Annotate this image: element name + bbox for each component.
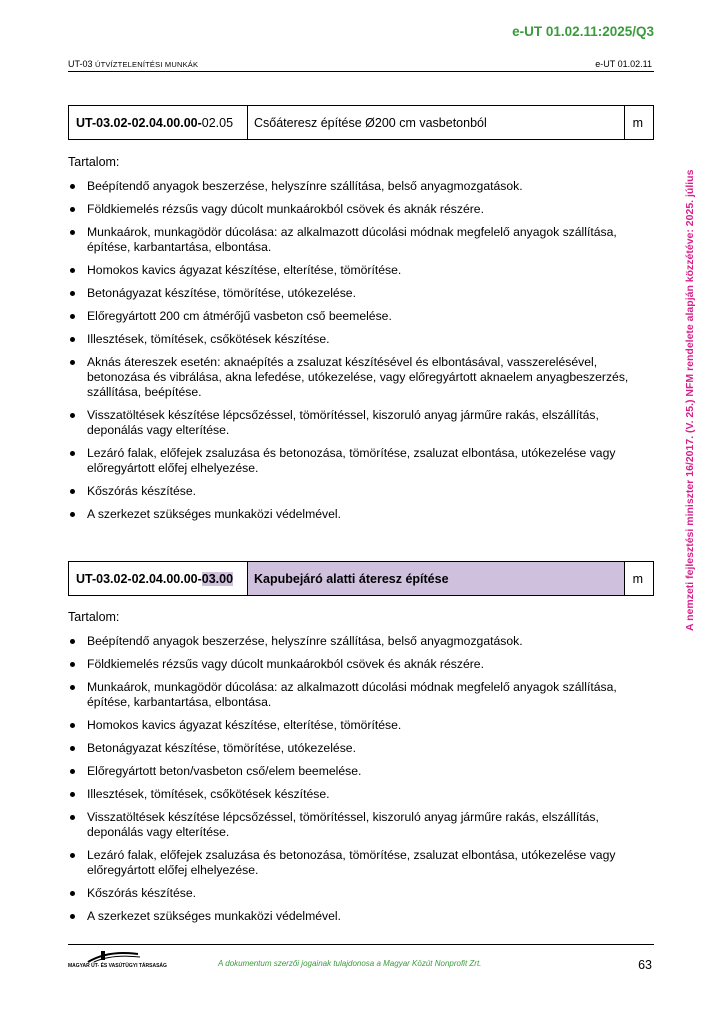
list-item: Illesztések, tömítések, csőkötések készítése.: [68, 787, 654, 802]
copyright-notice: A dokumentum szerzői jogainak tulajdonosa a Magyar Közút Nonprofit Zrt.: [218, 959, 482, 968]
item-title: Csőáteresz építése Ø200 cm vasbetonból: [248, 106, 625, 140]
list-item: Homokos kavics ágyazat készítése, elterítése, tömörítése.: [68, 718, 654, 733]
society-logo: [68, 950, 168, 970]
item-unit: m: [624, 106, 653, 140]
list-item: Előregyártott 200 cm átmérőjű vasbeton cső beemelése.: [68, 309, 654, 324]
list-item: A szerkezet szükséges munkaközi védelmével.: [68, 909, 654, 924]
item-header-row: [69, 106, 654, 140]
document-code: e-UT 01.02.11:2025/Q3: [512, 24, 654, 39]
item-code: [69, 562, 248, 596]
list-item: Visszatöltések készítése lépcsőzéssel, tömörítéssel, kiszoruló anyag járműre rakás, elszállítás, deponálás vagy elterítése.: [68, 408, 654, 438]
item-header-table-2: [68, 561, 654, 596]
publication-note: A nemzeti fejlesztési miniszter 16/2017. (V. 25.) NFM rendelete alapján közzétéve: 2025. július: [684, 169, 696, 631]
item-code: [69, 106, 248, 140]
item-code-suffix: 03.00: [201, 571, 234, 586]
item-header-row: [69, 562, 654, 596]
list-item: Munkaárok, munkagödör dúcolása: az alkalmazott dúcolási módnak megfelelő anyagok szállítása, építése, karbantartása, elbontása.: [68, 680, 654, 710]
list-item: Homokos kavics ágyazat készítése, elterítése, tömörítése.: [68, 263, 654, 278]
list-item: Földkiemelés rézsűs vagy dúcolt munkaárokból csövek és aknák részére.: [68, 657, 654, 672]
list-item: Előregyártott beton/vasbeton cső/elem beemelése.: [68, 764, 654, 779]
item-header-table-1: [68, 105, 654, 140]
road-logo-icon: [68, 950, 168, 964]
list-item: Beépítendő anyagok beszerzése, helyszínre szállítása, belső anyagmozgatások.: [68, 634, 654, 649]
logo-text: MAGYAR ÚT- ÉS VASÚTÜGYI TÁRSASÁG: [68, 963, 167, 969]
list-item: Beépítendő anyagok beszerzése, helyszínre szállítása, belső anyagmozgatások.: [68, 179, 654, 194]
chapter-header: [68, 59, 198, 69]
chapter-prefix: UT-03: [68, 59, 96, 69]
item-unit: m: [624, 562, 653, 596]
list-item: Földkiemelés rézsűs vagy dúcolt munkaárokból csövek és aknák részére.: [68, 202, 654, 217]
header-divider: [68, 71, 654, 72]
chapter-name: ÚTVÍZTELENÍTÉSI MUNKÁK: [95, 60, 199, 69]
content-label-1: Tartalom:: [68, 155, 120, 169]
list-item: Illesztések, tömítések, csőkötések készítése.: [68, 332, 654, 347]
item-code-suffix: 02.05: [201, 115, 234, 130]
list-item: Kőszórás készítése.: [68, 484, 654, 499]
list-item: Betonágyazat készítése, tömörítése, utókezelése.: [68, 741, 654, 756]
list-item: Lezáró falak, előfejek zsaluzása és betonozása, tömörítése, zsaluzat elbontása, utókezelése vagy előregyártott előfej elhelyezése.: [68, 848, 654, 878]
footer-divider: [68, 944, 654, 945]
document-ref: e-UT 01.02.11: [595, 59, 652, 69]
item-code-main: UT-03.02-02.04.00.00-: [76, 115, 202, 130]
item-code-main: UT-03.02-02.04.00.00-: [76, 571, 202, 586]
list-item: Kőszórás készítése.: [68, 886, 654, 901]
content-list-1: [68, 179, 654, 530]
content-label-2: Tartalom:: [68, 610, 120, 624]
list-item: Betonágyazat készítése, tömörítése, utókezelése.: [68, 286, 654, 301]
list-item: Munkaárok, munkagödör dúcolása: az alkalmazott dúcolási módnak megfelelő anyagok szállítása, építése, karbantartása, elbontása.: [68, 225, 654, 255]
page-number: 63: [638, 958, 652, 972]
list-item: Aknás átereszek esetén: aknaépítés a zsaluzat készítésével és elbontásával, vasszerelésével, betonozása és vibrálása, akna lefedése, utókezelése, vagy előregyártott aknaelem anyagbeszerzés, szállítása, beépítése.: [68, 355, 654, 400]
content-list-2: [68, 634, 654, 932]
item-title: [248, 562, 625, 596]
list-item: A szerkezet szükséges munkaközi védelmével.: [68, 507, 654, 522]
item-title-text: Kapubejáró alatti áteresz építése: [254, 571, 449, 586]
list-item: Lezáró falak, előfejek zsaluzása és betonozása, tömörítése, zsaluzat elbontása, utókezelése vagy előregyártott előfej elhelyezése.: [68, 446, 654, 476]
list-item: Visszatöltések készítése lépcsőzéssel, tömörítéssel, kiszoruló anyag járműre rakás, elszállítás, deponálás vagy elterítése.: [68, 810, 654, 840]
